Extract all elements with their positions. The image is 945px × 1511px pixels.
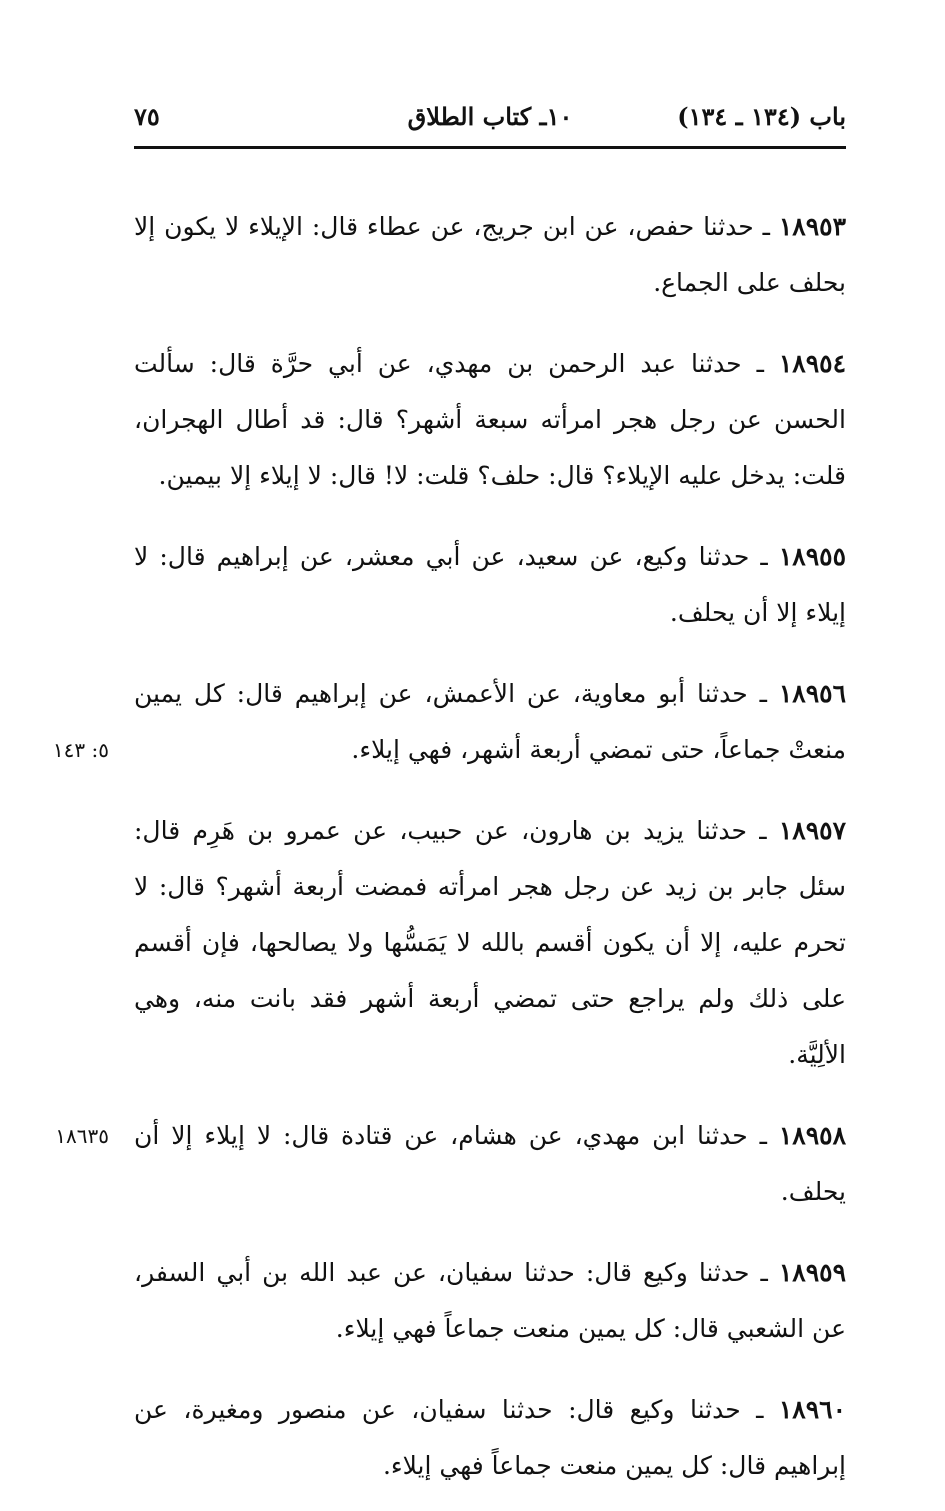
entry-number: ١٨٩٦٠ — [778, 1395, 846, 1424]
entry-number: ١٨٩٥٥ — [778, 542, 846, 571]
book-title: ١٠ـ كتاب الطلاق — [407, 102, 573, 131]
entry-number: ١٨٩٥٩ — [778, 1258, 846, 1287]
entry-text: ـ حدثنا حفص، عن ابن جريج، عن عطاء قال: الإيلاء لا يكون إلا بحلف على الجماع. — [134, 212, 846, 297]
entry-text: ـ حدثنا وكيع، عن سعيد، عن أبي معشر، عن إبراهيم قال: لا إيلاء إلا أن يحلف. — [134, 542, 846, 627]
entry-number: ١٨٩٥٦ — [778, 679, 846, 708]
entry-number: ١٨٩٥٨ — [778, 1121, 846, 1150]
page-body — [52, 174, 846, 1511]
hadith-entry-18955 — [134, 529, 846, 641]
entry-text: ـ حدثنا وكيع قال: حدثنا سفيان، عن عبد الله بن أبي السفر، عن الشعبي قال: كل يمين منعت جماعاً فهي إيلاء. — [134, 1258, 846, 1343]
entry-text: ـ حدثنا أبو معاوية، عن الأعمش، عن إبراهيم قال: كل يمين منعتْ جماعاً، حتى تمضي أربعة أشهر، فهي إيلاء. — [134, 679, 846, 764]
hadith-entry-18953 — [134, 199, 846, 311]
chapter-heading: باب (١٣٤ ـ ١٣٤) — [677, 102, 846, 131]
entry-text: ـ حدثنا يزيد بن هارون، عن حبيب، عن عمرو بن هَرِم قال: سئل جابر بن زيد عن رجل هجر امرأته فمضت أربعة أشهر؟ قال: لا تحرم عليه، إلا أن يكون أقسم بالله لا يَمَسُّها ولا يصالحها، فإن أقسم على ذلك ولم يراجع حتى تمضي أربعة أشهر فقد بانت منه، وهي الألِيَّة. — [134, 816, 846, 1069]
hadith-entry-18954 — [134, 336, 846, 504]
entry-text: ـ حدثنا ابن مهدي، عن هشام، عن قتادة قال: لا إيلاء إلا أن يحلف. — [134, 1121, 846, 1206]
entry-text: ـ حدثنا عبد الرحمن بن مهدي، عن أبي حرَّة قال: سألت الحسن عن رجل هجر امرأته سبعة أشهر؟ قال: قد أطال الهجران، قلت: يدخل عليه الإيلاء؟ قال: حلف؟ قلت: لا! قال: لا إيلاء إلا بيمين. — [134, 349, 846, 490]
entry-text: ـ حدثنا وكيع قال: حدثنا سفيان، عن منصور ومغيرة، عن إبراهيم قال: كل يمين منعت جماعاً فهي إيلاء. — [134, 1395, 846, 1480]
hadith-entry-18956 — [52, 666, 846, 778]
hadith-entry-18957 — [134, 803, 846, 1083]
header-rule — [134, 146, 846, 149]
hadith-entry-18958 — [55, 1108, 846, 1220]
page-header — [134, 96, 846, 142]
entry-number: ١٨٩٥٣ — [778, 212, 846, 241]
hadith-entry-18959 — [134, 1245, 846, 1357]
page-number: ٧٥ — [134, 102, 160, 131]
hadith-entry-18960 — [134, 1382, 846, 1494]
entry-number: ١٨٩٥٧ — [778, 816, 846, 845]
entry-number: ١٨٩٥٤ — [778, 349, 846, 378]
margin-cross-reference: ٥: ١٤٣ — [52, 738, 109, 762]
margin-cross-reference: ١٨٦٣٥ — [55, 1124, 109, 1148]
